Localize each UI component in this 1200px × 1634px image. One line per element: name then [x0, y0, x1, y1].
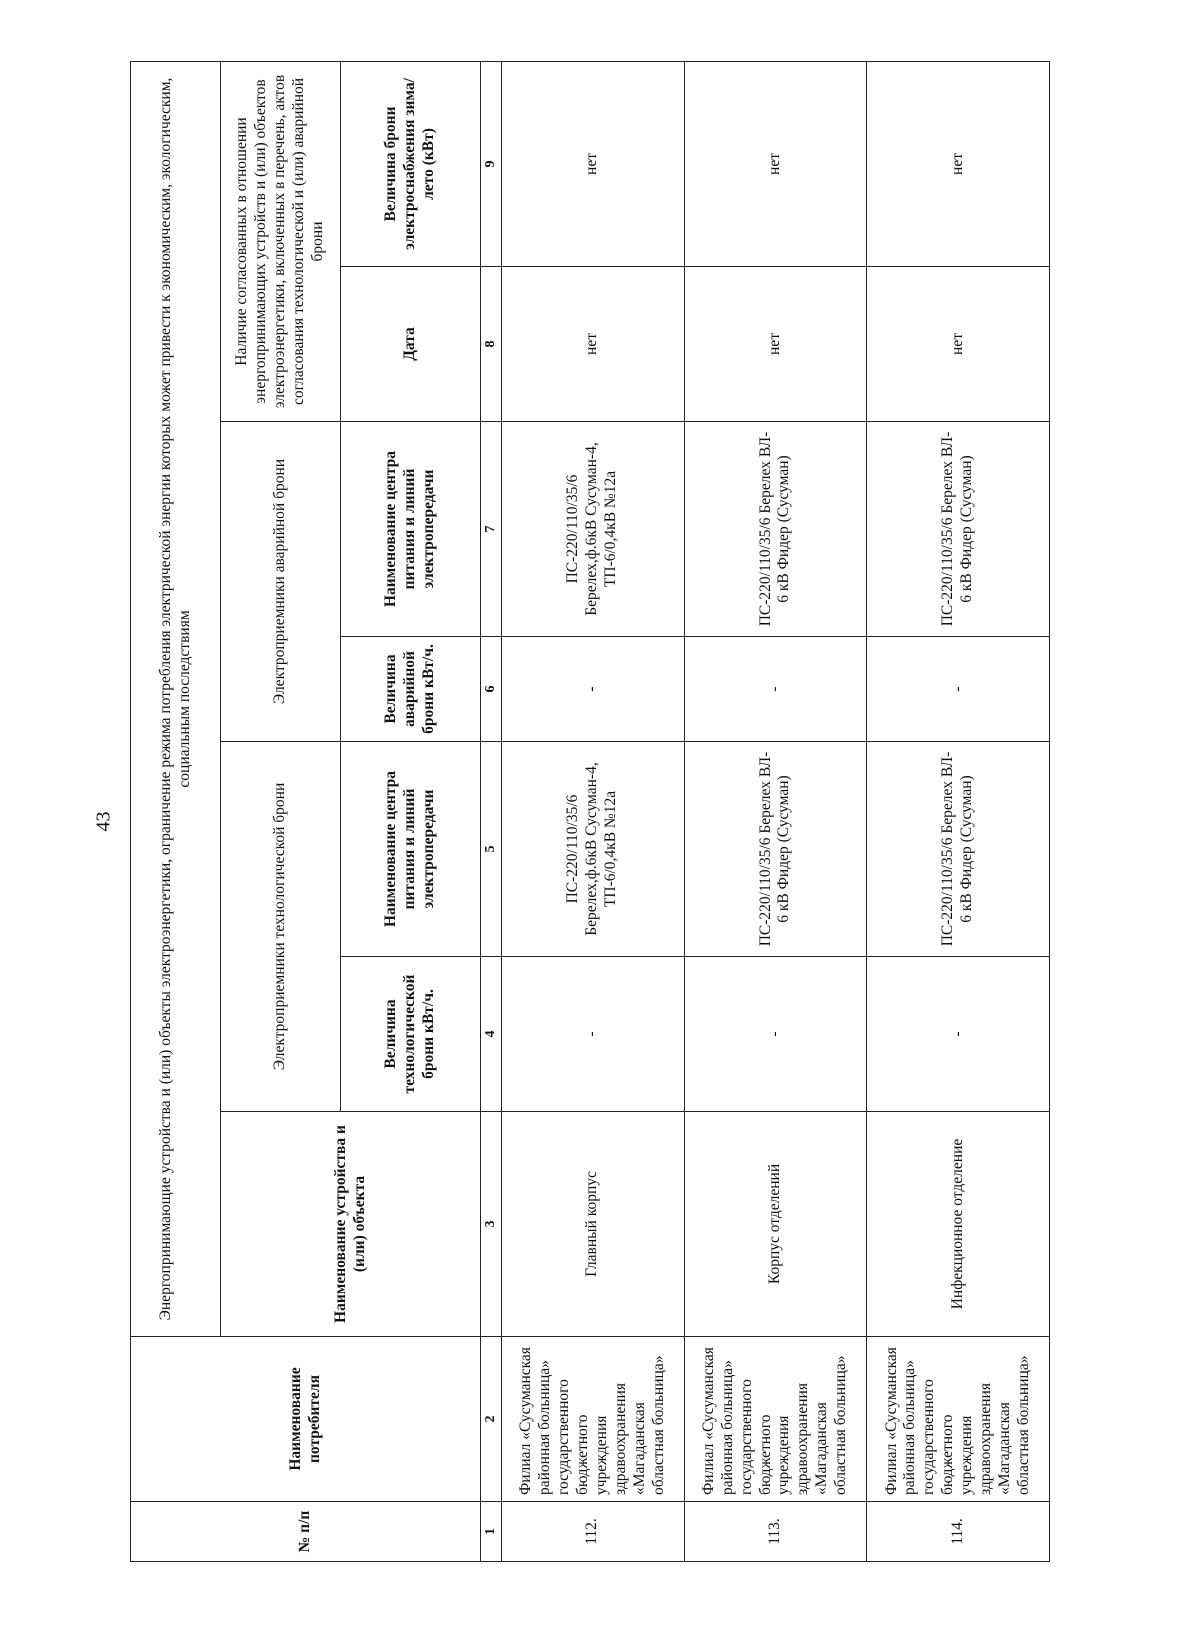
avar-value: -: [867, 637, 1050, 742]
reserve-value: нет: [502, 61, 685, 266]
column-number: 4: [481, 957, 502, 1112]
header-number: № п/п: [131, 1502, 481, 1562]
agreement-date: нет: [684, 267, 867, 422]
row-number: 113.: [684, 1502, 867, 1562]
tech-value: -: [502, 957, 685, 1112]
header-consumer: Наименование потребителя: [131, 1337, 481, 1502]
row-number: 112.: [502, 1502, 685, 1562]
consumer-name: Филиал «Сусуманская районная больница» государственного бюджетного учреждения здравоохранения «Магаданская областная больница»: [684, 1337, 867, 1502]
column-number: 7: [481, 422, 502, 637]
header-avar-value: Величина аварийной брони кВт/ч.: [341, 637, 481, 742]
avar-center: ПС-220/110/35/6 Берелех ВЛ- 6 кВ Фидер (Сусуман): [867, 422, 1050, 637]
header-date: Дата: [341, 267, 481, 422]
table-row: [867, 61, 1050, 1561]
row-number: 114.: [867, 1502, 1050, 1562]
energy-reserve-table: [130, 61, 1050, 1562]
tech-value: -: [867, 957, 1050, 1112]
consumer-name: Филиал «Сусуманская районная больница» государственного бюджетного учреждения здравоохранения «Магаданская областная больница»: [502, 1337, 685, 1502]
reserve-value: нет: [867, 61, 1050, 266]
column-number: 8: [481, 267, 502, 422]
header-object-name: Наименование устройства и (или) объекта: [221, 1112, 481, 1337]
column-number: 3: [481, 1112, 502, 1337]
column-number: 6: [481, 637, 502, 742]
agreement-date: нет: [502, 267, 685, 422]
header-avar-center: Наименование центра питания и линий электропередачи: [341, 422, 481, 637]
avar-center: ПС-220/110/35/6 Берелех,ф.6кВ Сусуман-4, ТП-6/0,4кВ №12а: [502, 422, 685, 637]
table-row: [502, 61, 685, 1561]
object-name: Корпус отделений: [684, 1112, 867, 1337]
header-tech-group: Электроприемники технологической брони: [221, 742, 341, 1112]
header-tech-center: Наименование центра питания и линий электропередачи: [341, 742, 481, 957]
page-number: 43: [92, 811, 115, 832]
column-number: 2: [481, 1337, 502, 1502]
avar-value: -: [684, 637, 867, 742]
avar-value: -: [502, 637, 685, 742]
tech-center: ПС-220/110/35/6 Берелех ВЛ- 6 кВ Фидер (Сусуман): [684, 742, 867, 957]
rotated-table-wrapper: [130, 62, 1050, 1562]
agreement-date: нет: [867, 267, 1050, 422]
tech-center: ПС-220/110/35/6 Берелех,ф.6кВ Сусуман-4, ТП-6/0,4кВ №12а: [502, 742, 685, 957]
object-name: Инфекционное отделение: [867, 1112, 1050, 1337]
consumer-name: Филиал «Сусуманская районная больница» государственного бюджетного учреждения здравоохранения «Магаданская областная больница»: [867, 1337, 1050, 1502]
header-agreement-group: Наличие согласованных в отношении энергопринимающих устройств и (или) объектов электроэнергетики, включенных в перечень, актов согласования технологической и (или) аварийной брони: [221, 61, 341, 421]
column-number: 1: [481, 1502, 502, 1562]
avar-center: ПС-220/110/35/6 Берелех ВЛ- 6 кВ Фидер (Сусуман): [684, 422, 867, 637]
object-name: Главный корпус: [502, 1112, 685, 1337]
header-reserve-value: Величина брони электроснабжения зима/лето (кВт): [341, 61, 481, 266]
table-row: [684, 61, 867, 1561]
header-avar-group: Электроприемники аварийной брони: [221, 422, 341, 742]
reserve-value: нет: [684, 61, 867, 266]
tech-center: ПС-220/110/35/6 Берелех ВЛ- 6 кВ Фидер (Сусуман): [867, 742, 1050, 957]
column-number: 9: [481, 61, 502, 266]
column-number: 5: [481, 742, 502, 957]
header-main-group: Энергопринимающие устройства и (или) объекты электроэнергетики, ограничение режима потребления электрической энергии которых может привести к экономическим, экологическим, социальным последствиям: [131, 61, 221, 1336]
header-tech-value: Величина технологической брони кВт/ч.: [341, 957, 481, 1112]
tech-value: -: [684, 957, 867, 1112]
